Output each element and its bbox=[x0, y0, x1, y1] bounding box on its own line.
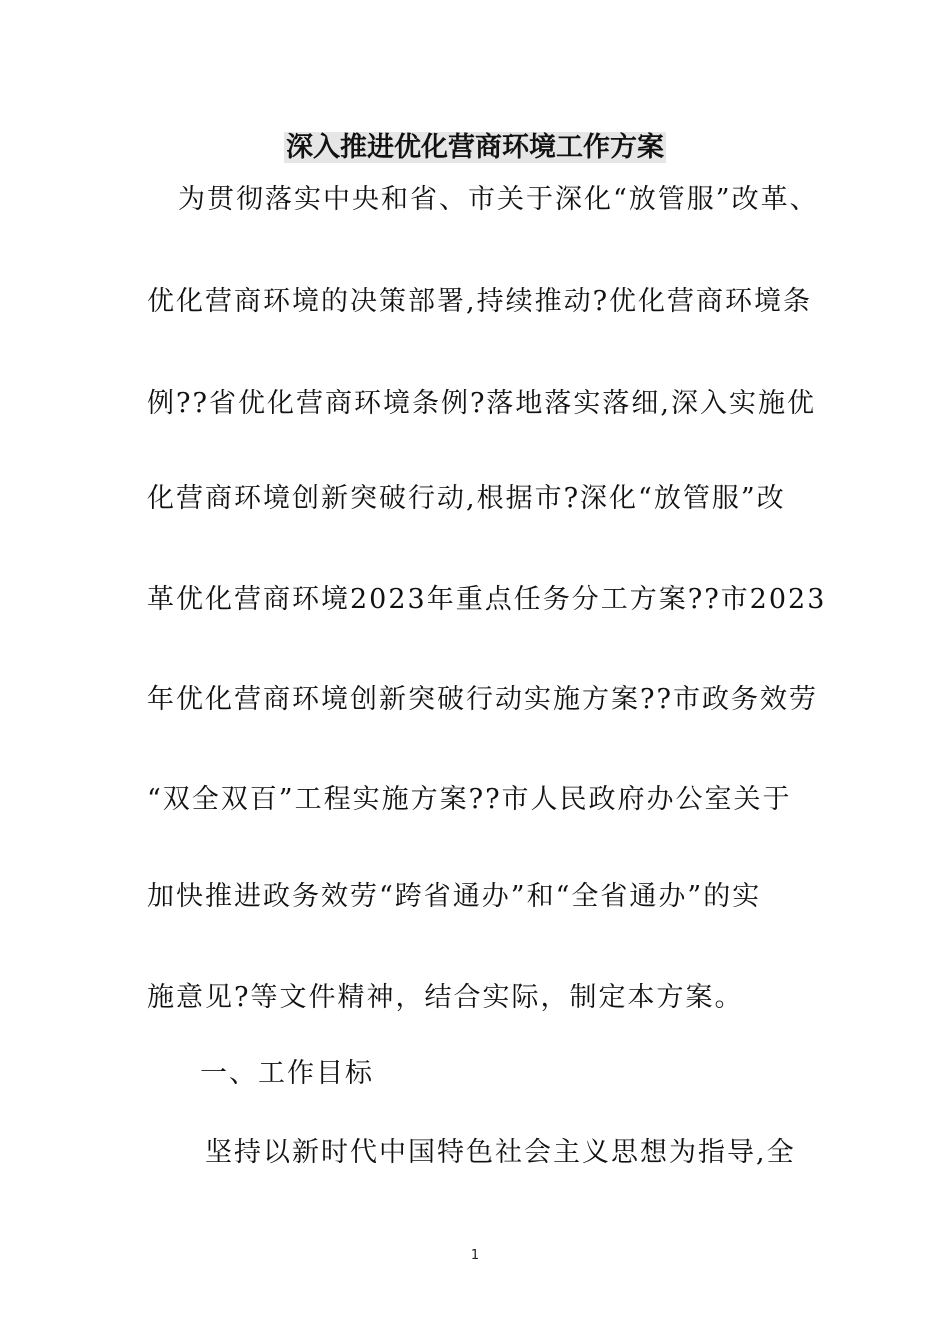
section-heading: 一、工作目标 bbox=[200, 1058, 374, 1089]
body-line-4: 化营商环境创新突破行动,根据市?深化“放管服”改 bbox=[147, 483, 786, 514]
page-number: 1 bbox=[470, 1248, 480, 1263]
body-line-3: 例??省优化营商环境条例?落地落实落细,深入实施优 bbox=[147, 388, 817, 419]
body-line-1: 为贯彻落实中央和省、市关于深化“放管服”改革、 bbox=[178, 184, 819, 215]
document-title-text: 深入推进优化营商环境工作方案 bbox=[286, 132, 664, 163]
body-line-5: 革优化营商环境2023年重点任务分工方案??市2023 bbox=[147, 584, 827, 615]
body-line-8: 加快推进政务效劳“跨省通办”和“全省通办”的实 bbox=[147, 881, 762, 912]
body-line-7: “双全双百”工程实施方案??市人民政府办公室关于 bbox=[147, 784, 792, 815]
section-first-line: 坚持以新时代中国特色社会主义思想为指导,全 bbox=[205, 1137, 796, 1168]
body-line-6: 年优化营商环境创新突破行动实施方案??市政务效劳 bbox=[147, 684, 818, 715]
body-line-9: 施意见?等文件精神，结合实际，制定本方案。 bbox=[147, 982, 744, 1013]
body-line-2: 优化营商环境的决策部署,持续推动?优化营商环境条 bbox=[147, 286, 813, 317]
document-title bbox=[0, 128, 950, 168]
